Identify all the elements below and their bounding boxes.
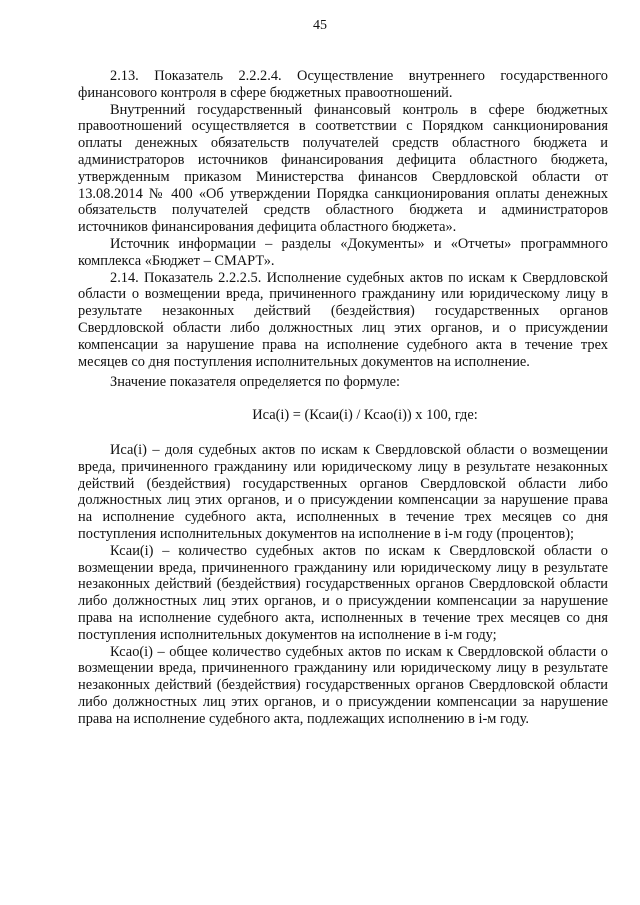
paragraph-formula-intro: Значение показателя определяется по формуле:: [110, 374, 401, 391]
page-number: 45: [313, 18, 327, 33]
definition-ksao: Ксао(i) – общее количество судебных актов по искам к Свердловской области о возмещении вреда, причиненного гражданину или юридическому лицу в результате незаконных действий (бездействия) государственных органов Свердловской области либо должностных лиц этих органов, и о присуждении компенсации за нарушение права на исполнение судебного акта, подлежащих исполнению в i-м году.: [78, 643, 608, 727]
formula: Иса(i) = (Ксаи(i) / Ксао(i)) x 100, где:: [252, 407, 478, 424]
paragraph-2-13-heading: 2.13. Показатель 2.2.2.4. Осуществление внутреннего государственного финансового контроля в сфере бюджетных правоотношений.: [78, 68, 608, 101]
paragraph-2-14-heading: 2.14. Показатель 2.2.2.5. Исполнение судебных актов по искам к Свердловской области о возмещении вреда, причиненного гражданину или юридическому лицу в результате незаконных действий (бездействия) государственных органов Свердловской области либо должностных лиц этих органов, и о присуждении компенсации за нарушение права на исполнение судебного акта в течение трех месяцев со дня поступления исполнительных документов на исполнение.: [78, 269, 608, 370]
definition-isa: Иса(i) – доля судебных актов по искам к Свердловской области о возмещении вреда, причиненного гражданину или юридическому лицу в результате незаконных действий (бездействия) государственных органов Свердловской области либо должностных лиц этих органов, и о присуждении компенсации за нарушение права на исполнение судебного акта, исполненных в течение трех месяцев со дня поступления исполнительных документов на исполнение в i-м году (процентов);: [78, 441, 608, 542]
paragraph-internal-control: Внутренний государственный финансовый контроль в сфере бюджетных правоотношений осуществляется в соответствии с Порядком санкционирования оплаты денежных обязательств получателей средств областного бюджета и администраторов источников финансирования дефицита областного бюджета, утвержденным приказом Министерства финансов Свердловской области от 13.08.2014 № 400 «Об утверждении Порядка санкционирования оплаты денежных обязательств получателей средств областного бюджета и администраторов источников финансирования дефицита областного бюджета».: [78, 101, 608, 236]
paragraph-info-source: Источник информации – разделы «Документы» и «Отчеты» программного комплекса «Бюджет – СМАРТ».: [78, 235, 608, 269]
document-body: [78, 68, 608, 727]
definition-ksai: Ксаи(i) – количество судебных актов по искам к Свердловской области о возмещении вреда, причиненного гражданину или юридическому лицу в результате незаконных действий (бездействия) государственных органов Свердловской области либо должностных лиц этих органов, и о присуждении компенсации за нарушение права на исполнение судебного акта, исполненных в течение трех месяцев со дня поступления исполнительных документов на исполнение в i-м году;: [78, 542, 608, 643]
